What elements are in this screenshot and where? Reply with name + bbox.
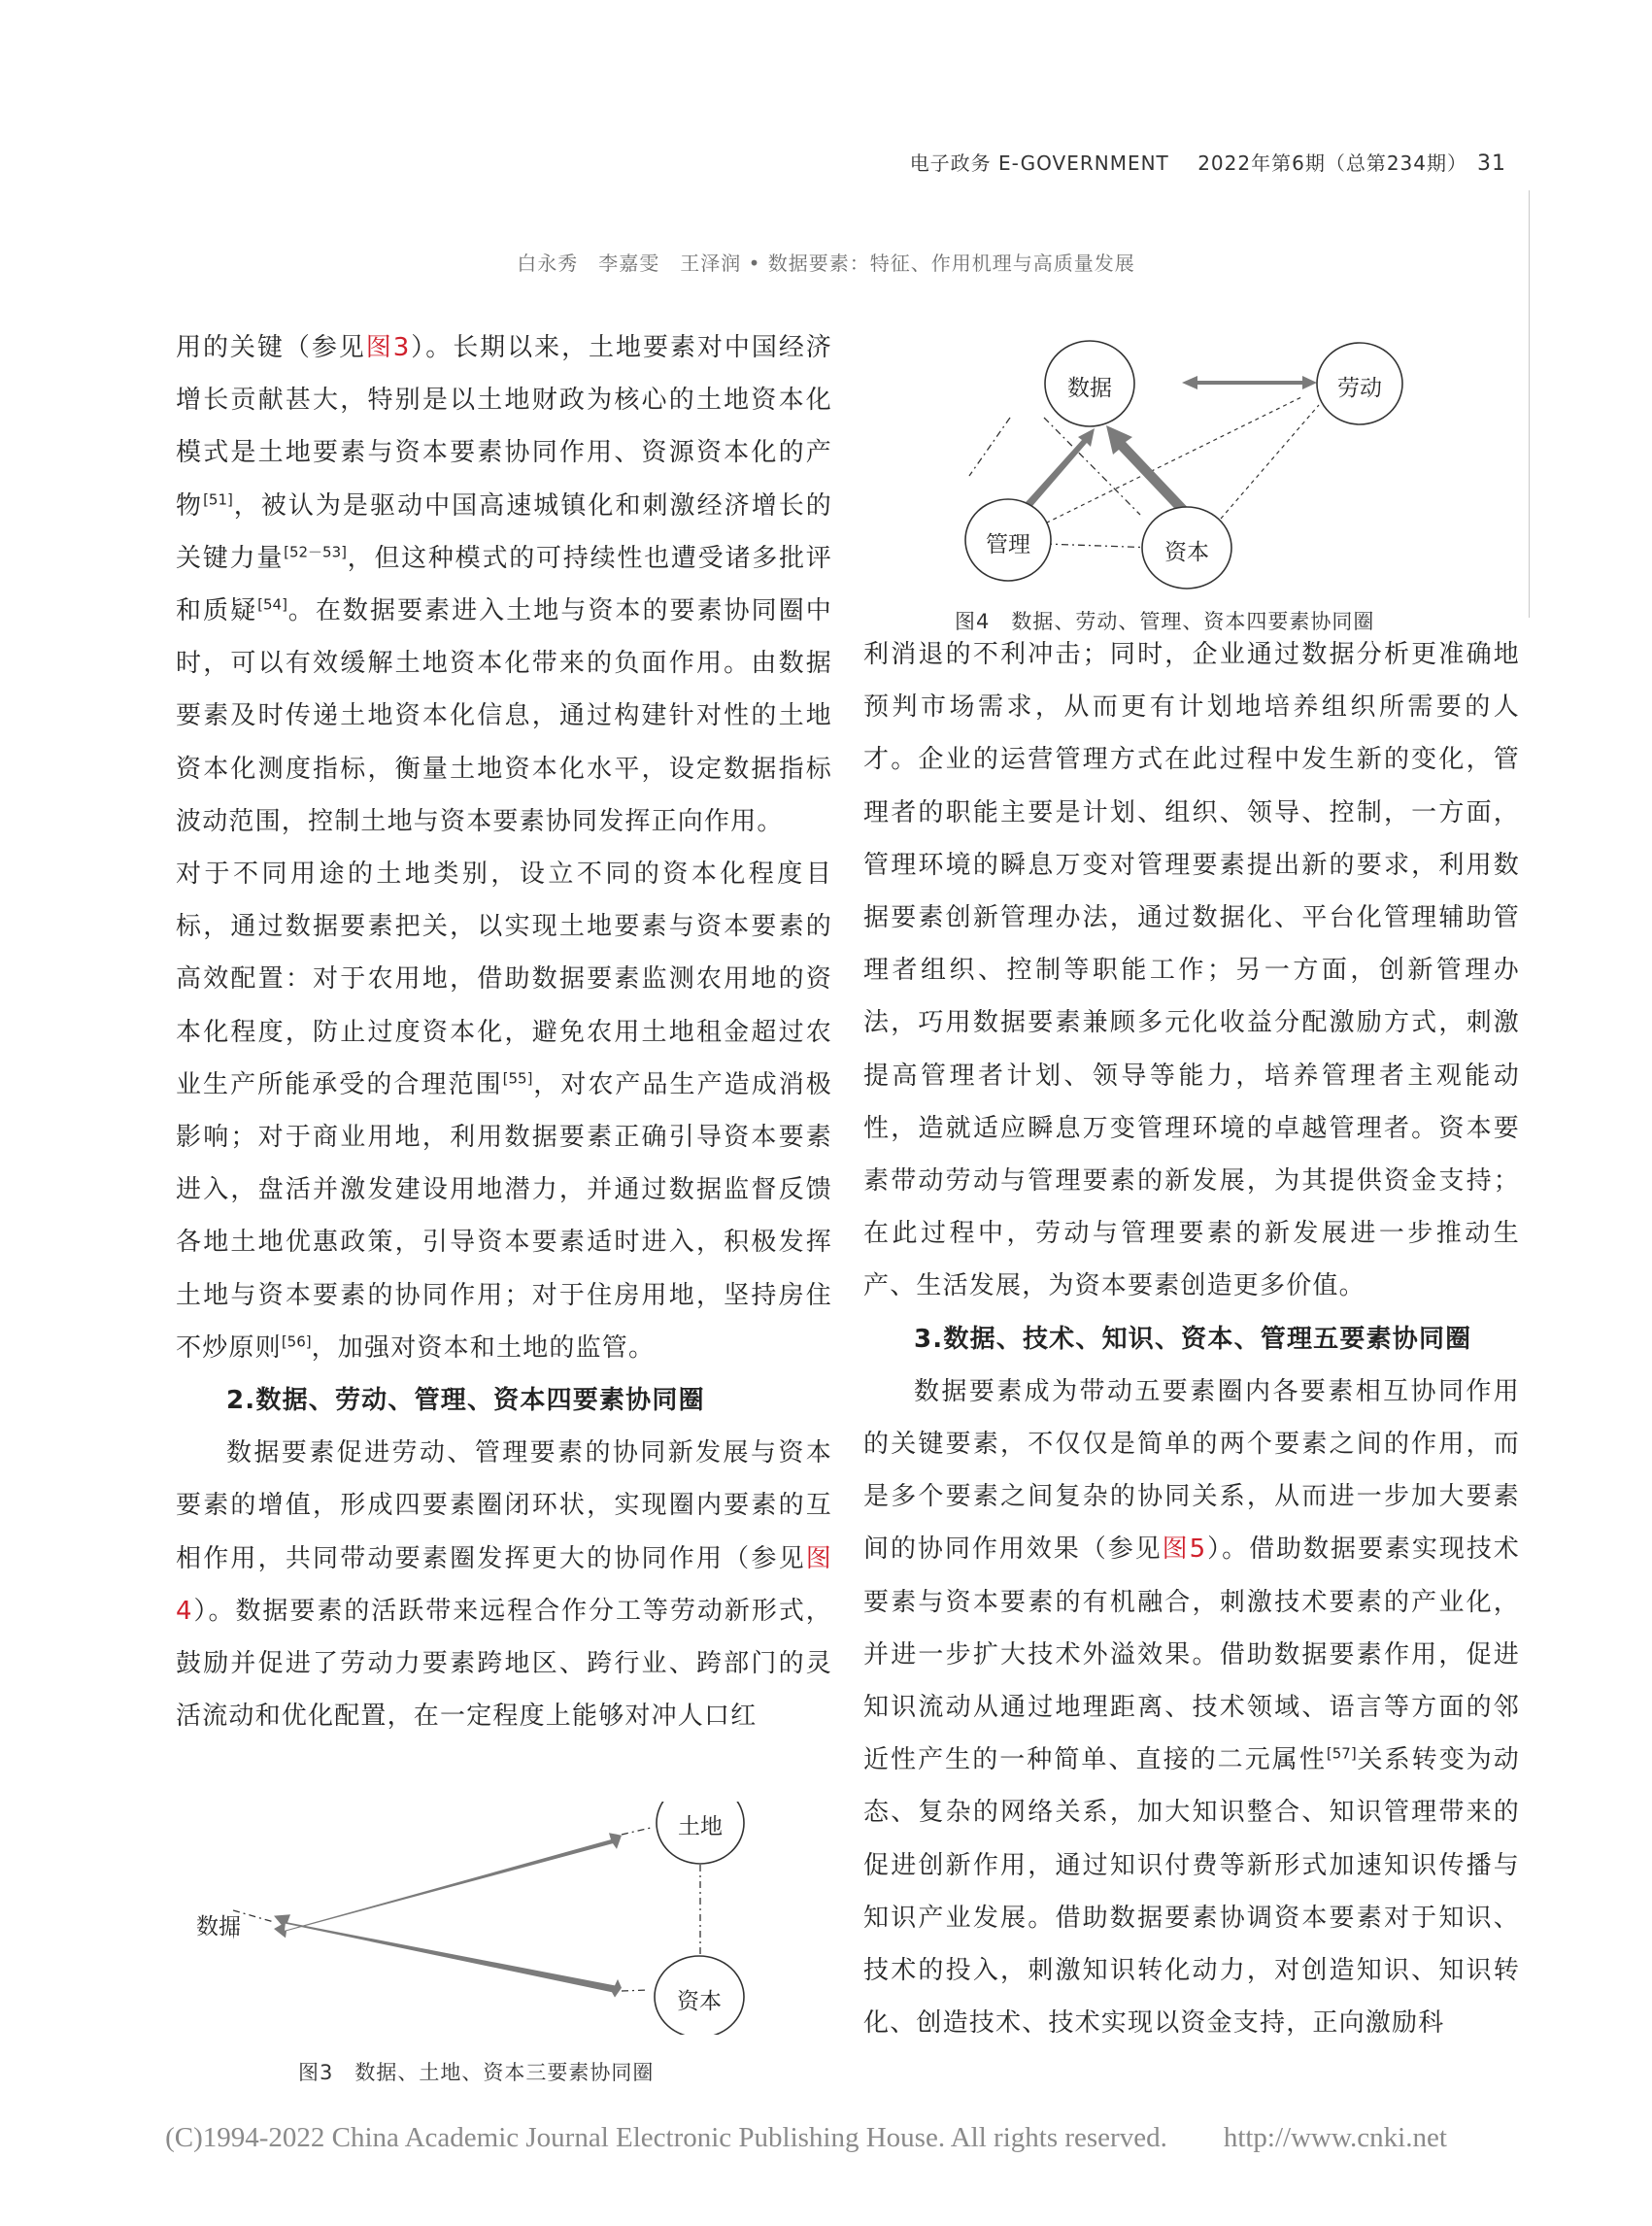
citation-56[interactable]: [56] (281, 1332, 312, 1351)
journal-header (910, 148, 1506, 176)
arrow-management-data (1026, 428, 1095, 506)
right-paragraph-1: 利消退的不利冲击；同时，企业通过数据分析更准确地预判市场需求，从而更有计划地培养组织所需要的人才。企业的运营管理方式在此过程中发生新的变化，管理者的职能主要是计划、组织、领导、控制，一方面，管理环境的瞬息万变对管理要素提出新的要求，利用数据要素创新管理办法，通过数据化、平台化管理辅助管理者组织、控制等职能工作；另一方面，创新管理办法，巧用数据要素兼顾多元化收益分配激励方式，刺激提高管理者计划、领导等能力，培养管理者主观能动性，造就适应瞬息万变管理环境的卓越管理者。资本要素带动劳动与管理要素的新发展，为其提供资金支持；在此过程中，劳动与管理要素的新发展进一步推动生产、生活发展，为资本要素创造更多价值。 (863, 640, 1520, 1301)
text-span: 对于不同用途的土地类别，设立不同的资本化程度目标，通过数据要素把关，以实现土地要素与资本要素的高效配置：对于农用地，借助数据要素监测农用地的资本化程度，防止过度资本化，避免农用土地租金超过农业生产所能承受的合理范围 (176, 860, 832, 1099)
edge-capital-labor (1221, 405, 1319, 519)
text-span: ，加强对资本和土地的监管。 (311, 1332, 656, 1363)
journal-name: 电子政务 E-GOVERNMENT (909, 152, 1169, 175)
node-data-label: 数据 (1067, 376, 1112, 401)
node-capital-label: 资本 (677, 1989, 722, 2014)
arrow-data-labor (1182, 376, 1317, 389)
citation-52-53[interactable]: [52－53] (284, 543, 347, 561)
section-heading-2: 2.数据、劳动、管理、资本四要素协同圈 (226, 1386, 705, 1416)
citation-51[interactable]: [51] (203, 489, 233, 508)
node-management-label: 管理 (986, 532, 1030, 557)
text-span: 数据要素促进劳动、管理要素的协同新发展与资本要素的增值，形成四要素圈闭环状，实现圈内要素的互相作用，共同带动要素圈发挥更大的协同作用（参见 (176, 1438, 832, 1573)
text-span: ，对农产品生产造成消极影响；对于商业用地，利用数据要素正确引导资本要素进入，盘活并激发建设用地潜力，并通过数据监督反馈各地土地优惠政策，引导资本要素适时进入，积极发挥土地与资本要素的协同作用；对于住房用地，坚持房住不炒原则 (176, 1069, 832, 1363)
text-span: 关系转变为动态、复杂的网络关系，加大知识整合、知识管理带来的促进创新作用，通过知识付费等新形式加速知识传播与知识产业发展。借助数据要素协调资本要素对于知识、技术的投入，刺激知识转化动力，对创造知识、知识转化、创造技术、技术实现以资金支持，正向激励科 (863, 1745, 1520, 2039)
edge-capital-end (622, 1990, 649, 1991)
text-span: ，但这种模式的可持续性也遭受诸多批评和质疑 (176, 543, 832, 626)
text-span: 。在数据要素进入土地与资本的要素协同圈中时，可以有效缓解土地资本化带来的负面作用。由数据要素及时传递土地资本化信息，通过构建针对性的土地资本化测度指标，衡量土地资本化水平，设定数据指标波动范围，控制土地与资本要素协同发挥正向作用。 (176, 596, 832, 836)
arrow-data-capital (274, 1914, 622, 1997)
text-span: ，被认为是驱动中国高速城镇化和刺激经济增长的关键力量 (176, 490, 833, 573)
node-labor-label: 劳动 (1337, 376, 1382, 401)
edge-land-end (622, 1828, 651, 1835)
left-paragraph-1 (176, 321, 832, 848)
figure-4 (932, 340, 1476, 596)
text-span: ）。长期以来，土地要素对中国经济增长贡献甚大，特别是以土地财政为核心的土地资本化模式是土地要素与资本要素协同作用、资源资本化的产物 (176, 333, 832, 521)
figure-4-link[interactable]: 图4 (176, 1543, 832, 1626)
figure-3-link[interactable]: 图3 (365, 333, 411, 362)
left-column (176, 321, 832, 1742)
edge-data-management (969, 418, 1010, 476)
figure-4-caption: 图4 数据、劳动、管理、资本四要素协同圈 (955, 610, 1375, 633)
left-paragraph-2 (176, 848, 832, 1374)
edge-management-capital (1045, 544, 1156, 548)
node-data-label: 数据 (196, 1914, 241, 1939)
page-number: 31 (1477, 152, 1506, 176)
left-paragraph-3 (176, 1427, 832, 1742)
right-paragraph-2 (863, 1366, 1520, 2050)
text-span: 用的关键（参见 (176, 333, 366, 362)
figure-3-caption: 图3 数据、土地、资本三要素协同圈 (298, 2061, 655, 2084)
section-heading-3: 3.数据、技术、知识、资本、管理五要素协同圈 (914, 1324, 1472, 1354)
figure-3 (196, 1802, 777, 2039)
citation-55[interactable]: [55] (502, 1069, 533, 1088)
text-span: ）。借助数据要素实现技术要素与资本要素的有机融合，刺激技术要素的产业化，并进一步扩大技术外溢效果。借助数据要素作用，促进知识流动从通过地理距离、技术领域、语言等方面的邻近性产生的一种简单、直接的二元属性 (863, 1535, 1520, 1775)
text-span: ）。数据要素的活跃带来远程合作分工等劳动新形式，鼓励并促进了劳动力要素跨地区、跨行业、跨部门的灵活流动和优化配置，在一定程度上能够对冲人口红 (176, 1596, 832, 1732)
figure-5-link[interactable]: 图5 (1162, 1535, 1207, 1565)
citation-57[interactable]: [57] (1326, 1744, 1357, 1763)
node-capital-label: 资本 (1164, 540, 1209, 565)
right-column (863, 628, 1520, 2049)
running-head: 白永秀 李嘉雯 王泽润 • 数据要素：特征、作用机理与高质量发展 (517, 252, 1135, 275)
copyright-footer: (C)1994-2022 China Academic Journal Electronic Publishing House. All rights reserved. http://www.cnki.net (165, 2122, 1447, 2153)
issue-info: 2022年第6期（总第234期） (1197, 152, 1467, 175)
arrow-data-land (274, 1833, 622, 1938)
citation-54[interactable]: [54] (257, 595, 287, 614)
text-span: 数据要素成为带动五要素圈内各要素相互协同作用的关键要素，不仅仅是简单的两个要素之间的作用，而是多个要素之间复杂的协同关系，从而进一步加大要素间的协同作用效果（参见 (863, 1376, 1520, 1565)
node-land-label: 土地 (678, 1814, 723, 1839)
